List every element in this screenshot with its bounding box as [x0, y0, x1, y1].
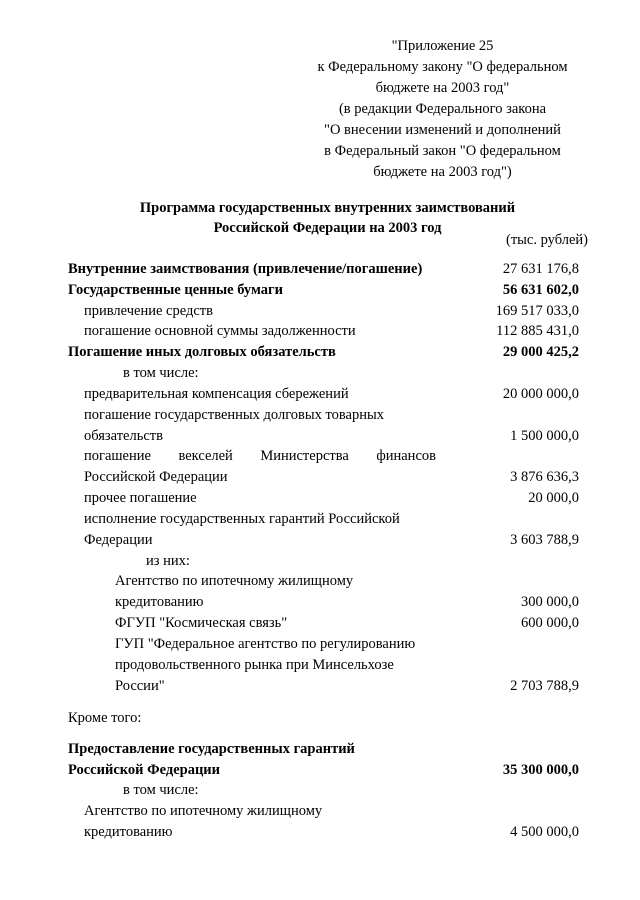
- row-value: 20 000,0: [528, 490, 579, 506]
- word: Министерства: [260, 448, 349, 464]
- document-title: [100, 198, 555, 238]
- row-label: погашение основной суммы задолженности: [84, 323, 356, 339]
- table-row: [0, 780, 640, 801]
- row-label: [84, 446, 436, 467]
- row-value: 3 876 636,3: [510, 469, 579, 485]
- word: финансов: [376, 448, 436, 464]
- header-line: в Федеральный закон "О федеральном: [324, 143, 561, 159]
- table-row: [0, 676, 640, 697]
- table-row: [0, 259, 640, 280]
- row-label: Российской Федерации: [84, 469, 228, 485]
- table-row: [0, 446, 640, 467]
- row-value: 56 631 602,0: [502, 282, 579, 298]
- row-label: ФГУП "Космическая связь": [115, 615, 288, 631]
- table-row: [0, 530, 640, 551]
- title-line: Российской Федерации на 2003 год: [213, 220, 442, 236]
- appendix-header: [300, 36, 585, 183]
- table-row: [0, 280, 640, 301]
- table-row: [0, 405, 640, 426]
- word: векселей: [178, 448, 233, 464]
- header-line: бюджете на 2003 год"): [373, 164, 512, 180]
- row-label: в том числе:: [123, 365, 199, 381]
- units-label: (тыс. рублей): [506, 232, 588, 248]
- table-row: [0, 426, 640, 447]
- title-line: Программа государственных внутренних заимствований: [139, 200, 516, 216]
- row-value: 600 000,0: [521, 615, 579, 631]
- row-label: исполнение государственных гарантий Российской: [84, 511, 400, 527]
- row-label: Погашение иных долговых обязательств: [68, 344, 336, 360]
- row-value: 29 000 425,2: [502, 344, 579, 360]
- row-label: Предоставление государственных гарантий: [68, 741, 355, 757]
- table-row: [0, 488, 640, 509]
- row-value: 2 703 788,9: [510, 678, 579, 694]
- row-label: прочее погашение: [84, 490, 197, 506]
- row-label: в том числе:: [123, 782, 199, 798]
- table-row: [0, 467, 640, 488]
- row-value: 3 603 788,9: [510, 532, 579, 548]
- table-row: [0, 655, 640, 676]
- row-label: Российской Федерации: [68, 762, 221, 778]
- row-value: 1 500 000,0: [510, 428, 579, 444]
- row-label: Государственные ценные бумаги: [68, 282, 283, 298]
- row-label: из них:: [146, 553, 190, 569]
- table-row: [0, 571, 640, 592]
- row-label: обязательств: [84, 428, 163, 444]
- table-row: [0, 613, 640, 634]
- table-row: [0, 342, 640, 363]
- row-value: 27 631 176,8: [502, 261, 579, 277]
- row-label: кредитованию: [115, 594, 204, 610]
- row-label: Федерации: [84, 532, 153, 548]
- row-value: 20 000 000,0: [502, 386, 579, 402]
- table-row: [0, 708, 640, 729]
- header-line: "О внесении изменений и дополнений: [324, 122, 561, 138]
- table-row: [0, 301, 640, 322]
- table-row: [0, 634, 640, 655]
- header-line: бюджете на 2003 год": [375, 80, 510, 96]
- row-value: 300 000,0: [521, 594, 579, 610]
- header-line: "Приложение 25: [391, 38, 494, 54]
- word: погашение: [84, 448, 151, 464]
- table-row: [0, 760, 640, 781]
- row-label: ГУП "Федеральное агентство по регулированию: [115, 636, 416, 652]
- row-value: 112 885 431,0: [496, 323, 579, 339]
- row-label: продовольственного рынка при Минсельхозе: [115, 657, 394, 673]
- header-line: к Федеральному закону "О федеральном: [317, 59, 568, 75]
- row-label: привлечение средств: [84, 303, 213, 319]
- row-label: России": [115, 678, 165, 694]
- table-row: [0, 801, 640, 822]
- table-row: [0, 822, 640, 843]
- row-label: Внутренние заимствования (привлечение/погашение): [68, 261, 423, 277]
- row-label: Агентство по ипотечному жилищному: [84, 803, 323, 819]
- table-row: [0, 321, 640, 342]
- row-value: 35 300 000,0: [502, 762, 579, 778]
- row-value: 169 517 033,0: [495, 303, 579, 319]
- row-label: Агентство по ипотечному жилищному: [115, 573, 354, 589]
- table-row: [0, 739, 640, 760]
- row-label: предварительная компенсация сбережений: [84, 386, 349, 402]
- table-row: [0, 592, 640, 613]
- row-label: погашение государственных долговых товарных: [84, 407, 384, 423]
- header-line: (в редакции Федерального закона: [338, 101, 547, 117]
- table-row: [0, 363, 640, 384]
- table-row: [0, 384, 640, 405]
- table-row: [0, 509, 640, 530]
- row-value: 4 500 000,0: [510, 824, 579, 840]
- row-label: кредитованию: [84, 824, 173, 840]
- row-label: Кроме того:: [68, 710, 142, 726]
- table-row: [0, 551, 640, 572]
